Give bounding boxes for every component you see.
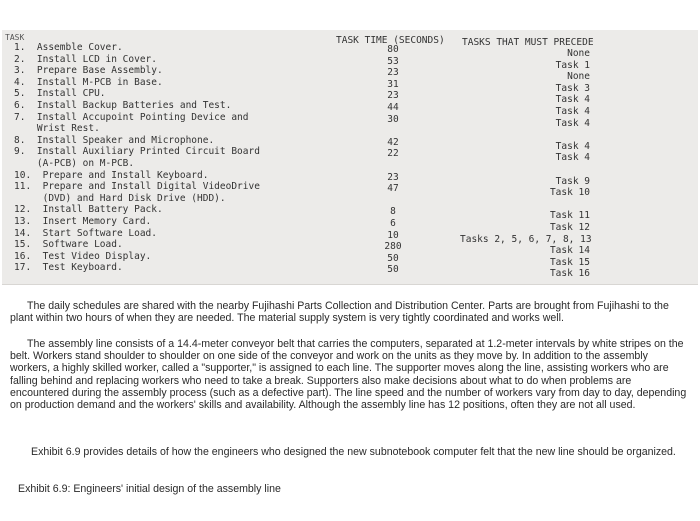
task-time xyxy=(380,125,406,137)
paragraph-assembly-line: The assembly line consists of a 14.4-meter conveyor belt that carries the computers, separated at 1.2-meter intervals by white stripes on the belt. Workers stand shoulder to shoulder on one side of the conveyor and work on the units as they move by. In addition to the assembly workers, a highly skilled worker, called a "supporter," is assigned to each line. The supporter moves along the line, assisting workers who are falling behind and replacing workers who need to take a break. Supporters also make decisions about what to do when problems are encountered during the assembly process (such as a defective part). The line speed and the number of workers vary from day to day, depending on production demand and the workers' skills and availability. Although the assembly line has 12 positions, often they are not all used. xyxy=(10,338,687,412)
preceding-task: Tasks 2, 5, 6, 7, 8, 13 xyxy=(460,233,592,245)
task-time: 53 xyxy=(387,55,399,67)
task-time: 280 xyxy=(384,241,402,253)
preceding-task xyxy=(460,164,590,176)
task-time: 23 xyxy=(387,90,399,102)
preceding-task: Task 10 xyxy=(549,187,590,199)
exhibit-caption: Exhibit 6.9: Engineers' initial design of the assembly line xyxy=(18,483,281,495)
task-time: 50 xyxy=(387,252,399,264)
task-time: 50 xyxy=(387,264,399,276)
task-line: 3. Prepare Base Assembly. xyxy=(14,65,163,77)
task-column-header: TASK xyxy=(5,33,25,42)
time-column-header: TASK TIME (SECONDS) xyxy=(336,35,445,46)
task-time: 23 xyxy=(387,67,399,79)
task-line: 15. Software Load. xyxy=(14,239,123,251)
task-line: 17. Test Keyboard. xyxy=(14,262,123,274)
task-line: 2. Install LCD in Cover. xyxy=(14,53,157,65)
task-time xyxy=(380,195,406,207)
task-line: 5. Install CPU. xyxy=(14,88,106,100)
task-line: 11. Prepare and Install Digital VideoDrive xyxy=(14,181,260,193)
task-line: Wrist Rest. xyxy=(14,123,100,135)
preceding-task: Task 9 xyxy=(555,175,590,187)
preceding-task: Task 11 xyxy=(549,210,590,222)
preceding-column-header: TASKS THAT MUST PRECEDE xyxy=(462,37,594,48)
preceding-task: Task 12 xyxy=(549,221,590,233)
preceding-task xyxy=(460,199,590,211)
task-time: 31 xyxy=(387,78,399,90)
task-list xyxy=(14,42,260,274)
preceding-task: Task 16 xyxy=(549,268,590,280)
task-line: (DVD) and Hard Disk Drive (HDD). xyxy=(14,192,226,204)
task-line: 6. Install Backup Batteries and Test. xyxy=(14,99,232,111)
task-table xyxy=(2,30,698,285)
preceding-task: Task 1 xyxy=(555,59,590,71)
preceding-task xyxy=(460,129,590,141)
preceding-task: Task 4 xyxy=(555,117,590,129)
task-line: 8. Install Speaker and Microphone. xyxy=(14,134,215,146)
task-line: 7. Install Accupoint Pointing Device and xyxy=(14,111,249,123)
paragraph-exhibit-intro: Exhibit 6.9 provides details of how the engineers who designed the new subnotebook computer felt that the new line should be organized. xyxy=(31,446,676,458)
task-line: (A-PCB) on M-PCB. xyxy=(14,157,135,169)
preceding-task: Task 4 xyxy=(555,94,590,106)
preceding-task-list xyxy=(460,48,590,280)
task-line: 1. Assemble Cover. xyxy=(14,42,123,53)
task-time: 6 xyxy=(390,217,396,229)
task-line: 13. Insert Memory Card. xyxy=(14,215,152,227)
task-time: 8 xyxy=(390,206,396,218)
task-line: 10. Prepare and Install Keyboard. xyxy=(14,169,209,181)
preceding-task: Task 15 xyxy=(549,256,590,268)
task-line: 4. Install M-PCB in Base. xyxy=(14,76,163,88)
task-line: 9. Install Auxiliary Printed Circuit Board xyxy=(14,146,260,158)
task-time: 30 xyxy=(387,113,399,125)
task-line: 16. Test Video Display. xyxy=(14,250,152,262)
preceding-task: Task 4 xyxy=(555,105,590,117)
paragraph-schedules: The daily schedules are shared with the nearby Fujihashi Parts Collection and Distribution Center. Parts are brought from Fujihashi to the plant within two hours of when they are needed. The material supply system is very tightly coordinated and works well. xyxy=(10,300,669,325)
preceding-task: Task 14 xyxy=(549,245,590,257)
preceding-task: Task 4 xyxy=(555,140,590,152)
task-time: 23 xyxy=(387,171,399,183)
preceding-task: Task 4 xyxy=(555,152,590,164)
task-time: 42 xyxy=(387,136,399,148)
preceding-task: None xyxy=(567,71,590,83)
task-line: 14. Start Software Load. xyxy=(14,227,157,239)
task-time: 80 xyxy=(387,44,399,55)
task-time xyxy=(380,160,406,172)
task-time: 22 xyxy=(387,148,399,160)
task-line: 12. Install Battery Pack. xyxy=(14,204,163,216)
task-time-list xyxy=(380,44,406,276)
preceding-task: None xyxy=(567,48,590,59)
task-time: 47 xyxy=(387,183,399,195)
preceding-task: Task 3 xyxy=(555,82,590,94)
task-time: 10 xyxy=(387,229,399,241)
task-time: 44 xyxy=(387,101,399,113)
